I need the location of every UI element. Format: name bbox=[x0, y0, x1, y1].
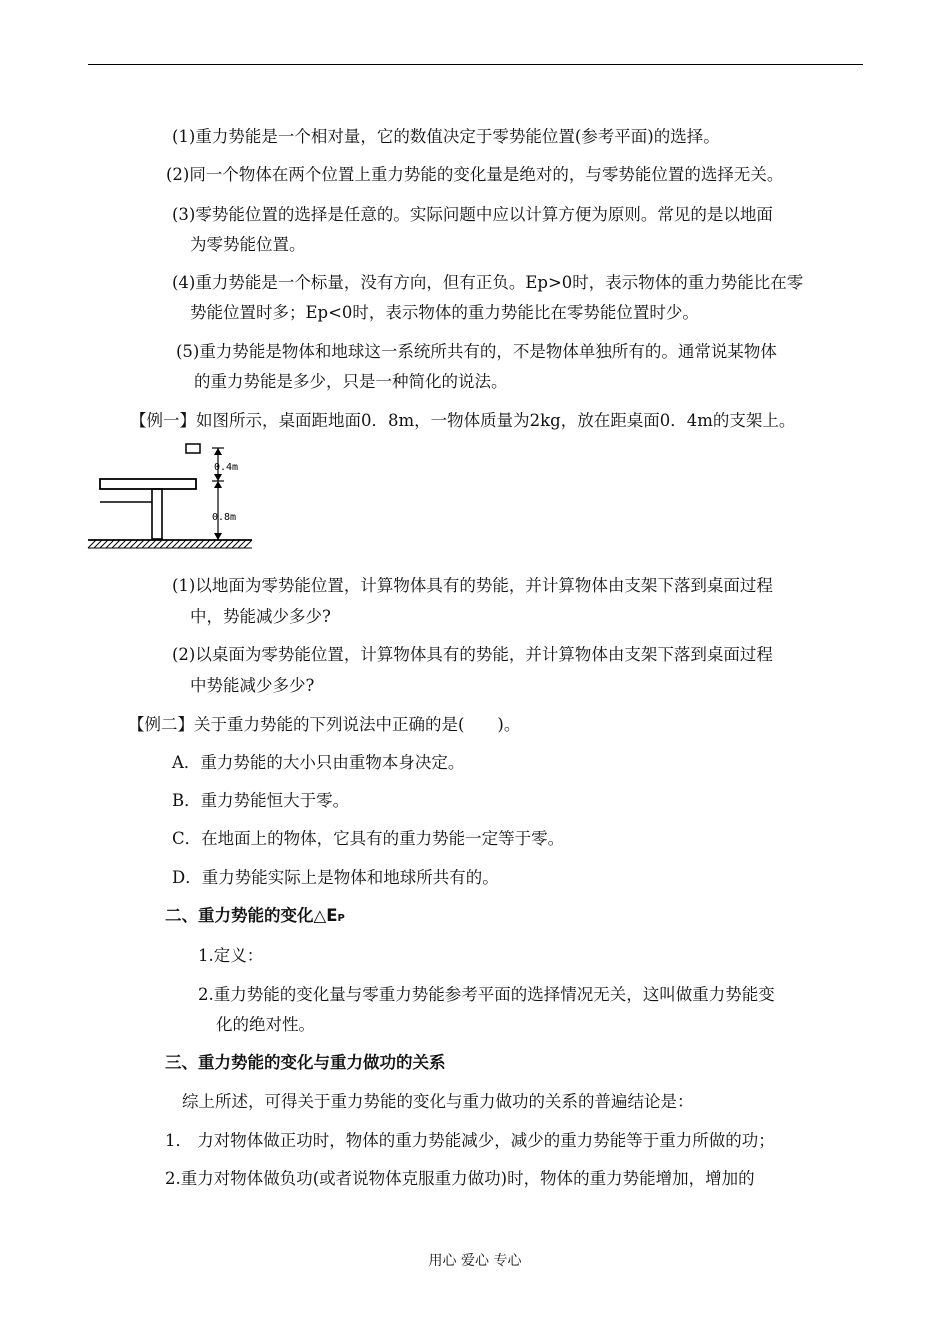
option-b: B．重力势能恒大于零。 bbox=[172, 791, 350, 810]
point-2: (2)同一个物体在两个位置上重力势能的变化量是绝对的，与零势能位置的选择无关。 bbox=[166, 165, 784, 184]
page-footer: 用心 爱心 专心 bbox=[428, 1253, 522, 1269]
point-4-line1: (4)重力势能是一个标量，没有方向，但有正负。Ep>0时，表示物体的重力势能比在零 bbox=[172, 273, 804, 292]
section3-item2: 2.重力对物体做负功(或者说物体克服重力做功)时，物体的重力势能增加，增加的 bbox=[165, 1169, 755, 1188]
section2-definition: 1.定义： bbox=[198, 946, 264, 965]
point-1: (1)重力势能是一个相对量，它的数值决定于零势能位置(参考平面)的选择。 bbox=[172, 127, 720, 146]
point-3-line1: (3)零势能位置的选择是任意的。实际问题中应以计算方便为原则。常见的是以地面 bbox=[172, 205, 773, 224]
section3-heading: 三、重力势能的变化与重力做功的关系 bbox=[165, 1053, 446, 1072]
label-lower: 0.8m bbox=[212, 512, 237, 523]
option-d: D．重力势能实际上是物体和地球所共有的。 bbox=[172, 868, 499, 887]
section2-heading: 二、重力势能的变化△EP bbox=[165, 906, 345, 925]
example1-q1-line1: (1)以地面为零势能位置，计算物体具有的势能，并计算物体由支架下落到桌面过程 bbox=[172, 576, 773, 595]
option-a: A．重力势能的大小只由重物本身决定。 bbox=[172, 753, 465, 772]
point-5-line1: (5)重力势能是物体和地球这一系统所共有的，不是物体单独所有的。通常说某物体 bbox=[176, 342, 777, 361]
header-rule bbox=[88, 64, 863, 65]
section3-summary: 综上所述，可得关于重力势能的变化与重力做功的关系的普遍结论是： bbox=[182, 1092, 694, 1111]
section3-item1: 1． 力对物体做正功时，物体的重力势能减少，减少的重力势能等于重力所做的功； bbox=[165, 1131, 775, 1150]
example1-q2-line2: 中势能减少多少? bbox=[190, 676, 315, 695]
point-4-line2: 势能位置时多；Ep<0时，表示物体的重力势能比在零势能位置时少。 bbox=[190, 303, 699, 322]
example2-intro: 【例二】关于重力势能的下列说法中正确的是( )。 bbox=[128, 715, 521, 734]
option-c: C．在地面上的物体，它具有的重力势能一定等于零。 bbox=[172, 829, 565, 848]
section2-item2-line2: 化的绝对性。 bbox=[216, 1015, 315, 1034]
label-upper: 0.4m bbox=[214, 462, 239, 473]
section2-item2-line1: 2.重力势能的变化量与零重力势能参考平面的选择情况无关，这叫做重力势能变 bbox=[198, 985, 775, 1004]
example1-q2-line1: (2)以桌面为零势能位置，计算物体具有的势能，并计算物体由支架下落到桌面过程 bbox=[172, 645, 773, 664]
point-3-line2: 为零势能位置。 bbox=[190, 235, 306, 254]
example1-q1-line2: 中，势能减少多少? bbox=[190, 607, 331, 626]
table-figure bbox=[86, 440, 256, 555]
heading-subscript: P bbox=[337, 913, 345, 924]
point-5-line2: 的重力势能是多少，只是一种简化的说法。 bbox=[194, 372, 508, 391]
example1-intro: 【例一】如图所示，桌面距地面0．8m，一物体质量为2kg，放在距桌面0．4m的支架上。 bbox=[130, 411, 796, 430]
